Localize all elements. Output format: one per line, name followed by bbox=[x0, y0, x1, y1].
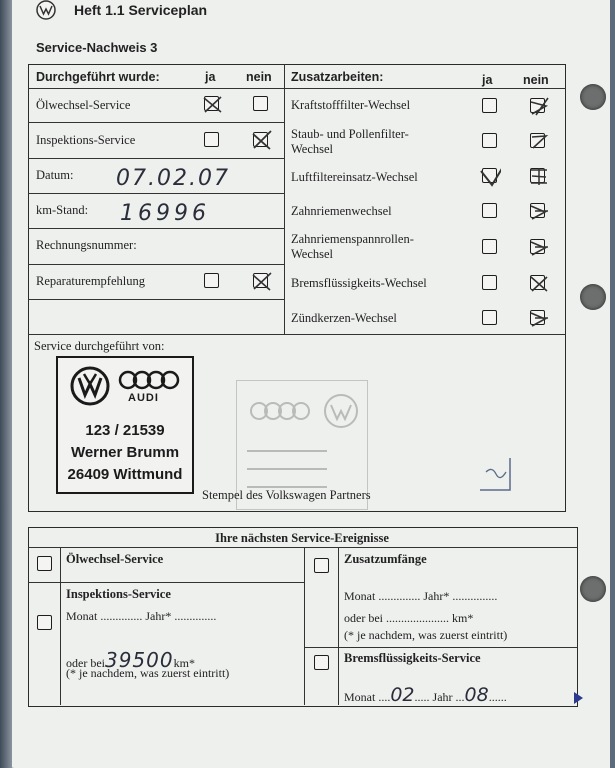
next-oil-label: Ölwechsel-Service bbox=[66, 552, 164, 566]
next-oil-checkbox[interactable] bbox=[37, 556, 52, 571]
performed-header: Durchgeführt wurde: bbox=[36, 70, 160, 84]
or-at-prefix: oder bei bbox=[66, 656, 105, 670]
extra-scope-checkbox[interactable] bbox=[314, 558, 329, 573]
next-page-arrow-icon bbox=[574, 691, 584, 709]
right-col-no: nein bbox=[523, 73, 549, 87]
vw-logo-icon bbox=[36, 0, 56, 25]
binding-edge bbox=[0, 0, 12, 768]
binder-hole bbox=[580, 84, 606, 110]
tension-roller-no-checkbox[interactable] bbox=[530, 239, 545, 254]
next-inspection-checkbox[interactable] bbox=[37, 615, 52, 630]
next-inspection-month-year: Monat .............. Jahr* .............. bbox=[66, 609, 217, 623]
tension-roller-label-2: Wechsel bbox=[291, 247, 334, 261]
spark-plugs-yes-checkbox[interactable] bbox=[482, 310, 497, 325]
pollen-filter-label-2: Wechsel bbox=[291, 142, 334, 156]
date-value: 07.02.07 bbox=[116, 166, 230, 191]
brake-fluid-yes-checkbox[interactable] bbox=[482, 275, 497, 290]
pollen-filter-label-1: Staub- und Pollenfilter- bbox=[291, 127, 409, 141]
brake-year-value: 08 bbox=[464, 684, 489, 706]
stamp-city: 26409 Wittmund bbox=[67, 466, 183, 483]
date-label: Datum: bbox=[36, 168, 74, 182]
next-inspection-km-value: 39500 bbox=[104, 648, 174, 672]
km-value: 16996 bbox=[120, 201, 210, 226]
inspection-no-checkbox[interactable] bbox=[253, 132, 268, 147]
brake-month-label: Monat bbox=[344, 690, 376, 704]
timing-belt-label: Zahnriemenwechsel bbox=[291, 204, 392, 218]
next-inspection-whichever: (* je nachdem, was zuerst eintritt) bbox=[66, 666, 230, 680]
extra-scope-whichever: (* je nachdem, was zuerst eintritt) bbox=[344, 628, 508, 642]
pollen-filter-no-checkbox[interactable] bbox=[530, 133, 545, 148]
invoice-number-label: Rechnungsnummer: bbox=[36, 238, 137, 252]
service-performed-by-label: Service durchgeführt von: bbox=[34, 339, 165, 353]
dealer-stamp bbox=[56, 356, 194, 494]
fuel-filter-yes-checkbox[interactable] bbox=[482, 98, 497, 113]
next-service-title: Ihre nächsten Service-Ereignisse bbox=[215, 531, 389, 545]
tension-roller-yes-checkbox[interactable] bbox=[482, 239, 497, 254]
fuel-filter-no-checkbox[interactable] bbox=[530, 98, 545, 113]
vw-stamp-logo-icon bbox=[70, 366, 110, 411]
brake-fluid-no-checkbox[interactable] bbox=[530, 275, 545, 290]
brake-month-value: 02 bbox=[390, 684, 415, 706]
km-label: km-Stand: bbox=[36, 203, 89, 217]
air-filter-label: Luftfiltereinsatz-Wechsel bbox=[291, 170, 418, 184]
extra-scope-month-year: Monat .............. Jahr* ............... bbox=[344, 589, 498, 603]
next-inspection-label: Inspektions-Service bbox=[66, 587, 171, 601]
fuel-filter-label: Kraftstofffilter-Wechsel bbox=[291, 98, 411, 112]
extra-scope-label: Zusatzumfänge bbox=[344, 552, 427, 566]
left-col-yes: ja bbox=[205, 70, 216, 84]
stamp-brand: AUDI bbox=[128, 392, 159, 404]
partner-stamp-label: Stempel des Volkswagen Partners bbox=[202, 488, 371, 502]
repair-yes-checkbox[interactable] bbox=[204, 273, 219, 288]
repair-recommendation-label: Reparaturempfehlung bbox=[36, 274, 145, 288]
pollen-filter-yes-checkbox[interactable] bbox=[482, 133, 497, 148]
tension-roller-label-1: Zahnriemenspannrollen- bbox=[291, 232, 414, 246]
brake-year-label: Jahr bbox=[432, 690, 453, 704]
section-title: Service-Nachweis 3 bbox=[36, 40, 158, 55]
stamp-number: 123 / 21539 bbox=[85, 422, 165, 439]
inspection-service-label: Inspektions-Service bbox=[36, 133, 136, 147]
extra-scope-or-at: oder bei ..................... km* bbox=[344, 611, 474, 625]
faded-signature-mark bbox=[478, 456, 512, 492]
brake-fluid-label: Bremsflüssigkeits-Wechsel bbox=[291, 276, 427, 290]
right-col-yes: ja bbox=[482, 73, 493, 87]
extra-work-header: Zusatzarbeiten: bbox=[291, 70, 384, 84]
brake-service-month-year: Monat ....02..... Jahr ...08...... bbox=[344, 684, 507, 706]
oil-service-yes-checkbox[interactable] bbox=[204, 96, 219, 111]
page-title: Heft 1.1 Serviceplan bbox=[74, 2, 208, 18]
timing-belt-yes-checkbox[interactable] bbox=[482, 203, 497, 218]
service-booklet-page bbox=[10, 0, 610, 768]
binder-hole bbox=[580, 284, 606, 310]
inspection-yes-checkbox[interactable] bbox=[204, 132, 219, 147]
oil-service-label: Ölwechsel-Service bbox=[36, 98, 131, 112]
timing-belt-no-checkbox[interactable] bbox=[530, 203, 545, 218]
binder-hole bbox=[580, 576, 606, 602]
brake-service-checkbox[interactable] bbox=[314, 655, 329, 670]
oil-service-no-checkbox[interactable] bbox=[253, 96, 268, 111]
air-filter-yes-checkbox[interactable] bbox=[482, 168, 497, 183]
air-filter-no-checkbox[interactable] bbox=[530, 168, 545, 183]
spark-plugs-label: Zündkerzen-Wechsel bbox=[291, 311, 397, 325]
or-at-suffix: km* bbox=[173, 656, 195, 670]
spark-plugs-no-checkbox[interactable] bbox=[530, 310, 545, 325]
repair-no-checkbox[interactable] bbox=[253, 273, 268, 288]
brake-service-label: Bremsflüssigkeits-Service bbox=[344, 651, 481, 665]
stamp-name: Werner Brumm bbox=[70, 444, 180, 461]
left-col-no: nein bbox=[246, 70, 272, 84]
